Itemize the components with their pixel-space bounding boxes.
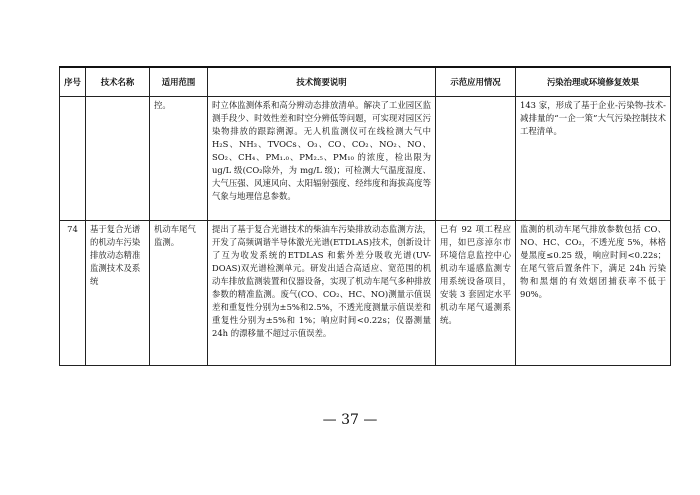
row-description: 提出了基于复合光谱技术的柴油车污染排放动态监测方法，开发了高频调谐半导体激光光谱(ETDLAS)技术，创新设计了互为收发系统的ETDLAS 和紫外差分吸收光谱(UV-DOAS)双光谱检测单元。研发出适合高适应、宽范围的机动车排放监测装置和仪器设备，实现了机动车尾气多种排放参数的精准监测。废气(CO、CO₂、HC、NO)测量示值误差和重复性分别为±5%和2.5%，不透光度测量示值误差和重复性分别为±5%和 1%；响应时间<0.22s；仪器测量 24h 的漂移量不超过示值误差。	[208, 221, 436, 366]
row-effect: 143 家，形成了基于企业-污染物-技术-减排量的“一企一策”大气污染控制技术工程清单。	[516, 97, 671, 221]
header-scope: 适用范围	[150, 67, 208, 97]
header-seq: 序号	[60, 67, 86, 97]
header-description: 技术简要说明	[208, 67, 436, 97]
table-header-row	[60, 67, 671, 97]
row-description: 时立体监测体系和高分辨动态排放清单。解决了工业园区监测手段少、时效性差和时空分辨低等问题，可实现对园区污染物排放的跟踪溯源。无人机监测仪可在线检测大气中 H₂S、NH₃、TVOCs、O₃、CO、CO₂、NO₂、NO、SO₂、CH₄、PM₁.₀、PM₂.₅、PM₁₀ 的浓度，检出限为 ug/L 级(CO₂除外，为 mg/L 级)；可检测大气温度湿度、大气压强、风速风向、太阳辐射强度、经纬度和海拔高度等气象与地理信息参数。	[208, 97, 436, 221]
table-row	[60, 221, 671, 366]
row-tech-name	[86, 97, 150, 221]
row-application: 已有 92 项工程应用，如巴彦淖尔市环境信息监控中心机动车遥感监测专用系统设备项目，安装 3 套固定水平机动车尾气遥测系统。	[436, 221, 516, 366]
header-application: 示范应用情况	[436, 67, 516, 97]
table-row	[60, 97, 671, 221]
header-effect: 污染治理或环境修复效果	[516, 67, 671, 97]
page-number: — 37 —	[322, 412, 378, 428]
row-tech-name: 基于复合光谱的机动车污染排放动态精准监测技术及系统	[86, 221, 150, 366]
row-effect: 监测的机动车尾气排放参数包括 CO、NO、HC、CO₂，不透光度 5%，林格曼黑度≤0.25 级，响应时间<0.22s；在尾气管后置条件下，满足 24h 污染物和黑烟的有效烟团捕获率不低于 90%。	[516, 221, 671, 366]
row-seq: 74	[60, 221, 86, 366]
row-application	[436, 97, 516, 221]
row-seq	[60, 97, 86, 221]
header-tech-name: 技术名称	[86, 67, 150, 97]
technology-table	[59, 66, 671, 366]
row-scope: 控。	[150, 97, 208, 221]
row-scope: 机动车尾气监测。	[150, 221, 208, 366]
